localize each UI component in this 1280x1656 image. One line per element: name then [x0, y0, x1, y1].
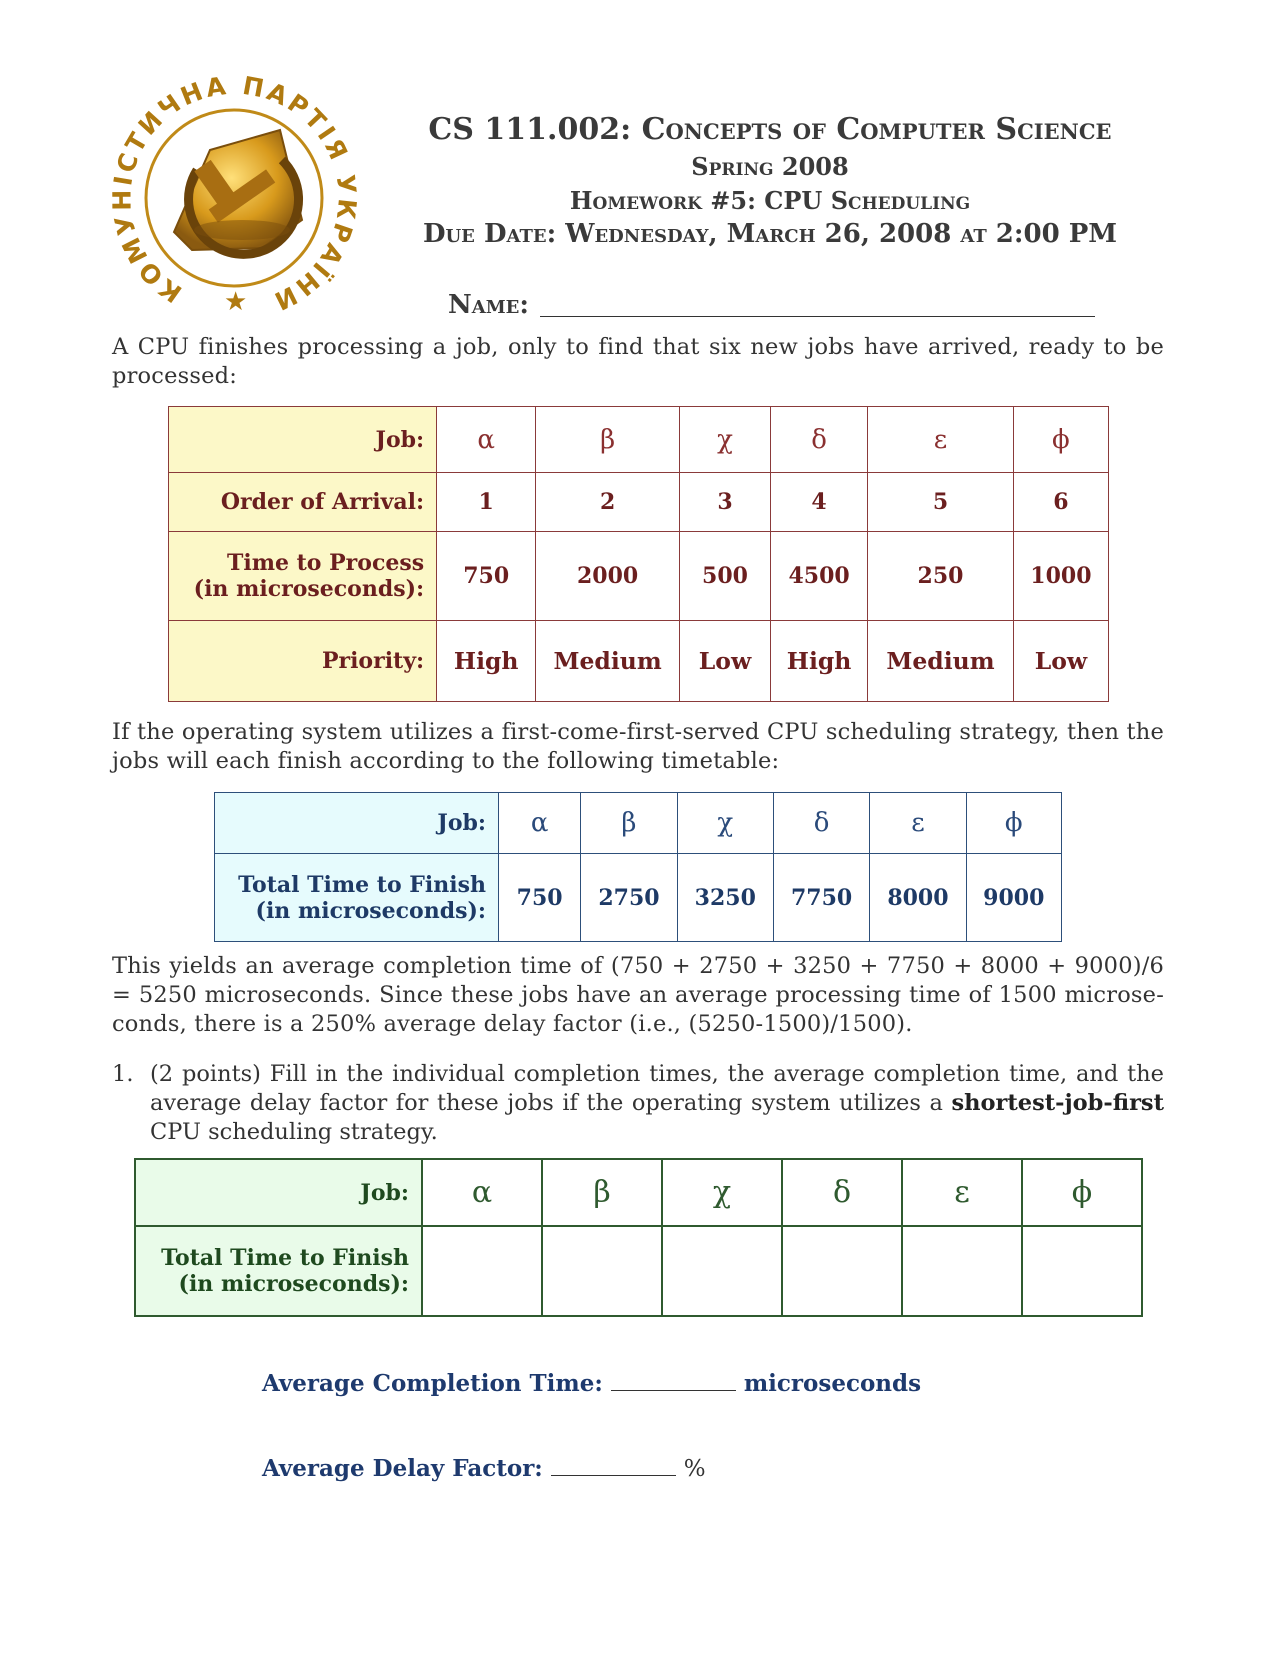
time-cell: 250 [868, 532, 1014, 621]
fcfs-finish-cell: 9000 [966, 854, 1061, 942]
sjf-table [134, 1158, 1143, 1317]
name-blank-line[interactable] [540, 316, 1095, 317]
sjf-finish-blank[interactable] [422, 1226, 542, 1316]
time-cell: 500 [679, 532, 770, 621]
row-label-time [169, 532, 437, 621]
fcfs-job-phi: ϕ [966, 793, 1061, 854]
fcfs-finish-cell: 750 [499, 854, 581, 942]
avg-delay-label: Average Delay Factor: [262, 1455, 543, 1482]
jobs-row-time [169, 532, 1109, 621]
job-epsilon: ε [868, 407, 1014, 473]
seal-star-icon: ★ [224, 287, 248, 317]
arrival-cell: 4 [771, 473, 868, 532]
jobs-row-priority [169, 621, 1109, 702]
avg-completion-unit: microseconds [743, 1370, 922, 1397]
fcfs-label-job: Job: [215, 793, 499, 854]
sjf-job-phi: ϕ [1022, 1159, 1142, 1226]
time-cell: 1000 [1013, 532, 1108, 621]
sjf-job-alpha: α [422, 1159, 542, 1226]
priority-cell: High [437, 621, 536, 702]
fcfs-paragraph: If the operating system utilizes a first-come-first-served CPU scheduling strategy, then the jobs will each finish according to the following timetable: [112, 719, 1164, 774]
explanation-paragraph: This yields an average completion time of (750 + 2750 + 3250 + 7750 + 8000 + 9000)/6 = 5250 microseconds. Since these jobs have an average processing time of 1500 microse-conds, there is a 250% average delay factor (i.e., (5250-1500)/1500). [112, 953, 1164, 1037]
seal-ring-text: КОМ СТИЧНА ПАРТІЯ РАЇНИ [112, 70, 357, 318]
sjf-finish-blank[interactable] [782, 1226, 902, 1316]
question-text-after: CPU scheduling strategy. [150, 1119, 438, 1145]
fcfs-job-delta: δ [773, 793, 869, 854]
question-1 [112, 1060, 1164, 1147]
arrival-cell: 6 [1013, 473, 1108, 532]
time-cell: 2000 [536, 532, 680, 621]
fcfs-label-finish-line2: (in microseconds): [255, 897, 486, 924]
time-cell: 4500 [771, 532, 868, 621]
fcfs-job-chi: χ [677, 793, 773, 854]
question-number: 1. [112, 1061, 134, 1087]
sjf-label-finish-line1: Total Time to Finish [161, 1245, 409, 1271]
sjf-label-finish-line2: (in microseconds): [178, 1271, 409, 1297]
question-text [150, 1060, 1164, 1147]
sjf-row-job [135, 1159, 1142, 1226]
party-seal-logo [112, 70, 357, 322]
jobs-table [168, 406, 1109, 702]
job-phi: ϕ [1013, 407, 1108, 473]
sjf-job-epsilon: ε [902, 1159, 1022, 1226]
fcfs-table [214, 792, 1062, 942]
fcfs-job-epsilon: ε [870, 793, 966, 854]
sjf-finish-blank[interactable] [1022, 1226, 1142, 1316]
fcfs-finish-cell: 7750 [773, 854, 869, 942]
question-emphasis: shortest-job-first [951, 1090, 1164, 1116]
fcfs-job-beta: β [581, 793, 677, 854]
fcfs-finish-cell: 2750 [581, 854, 677, 942]
avg-delay-unit: % [683, 1456, 706, 1482]
jobs-row-arrival [169, 473, 1109, 532]
job-alpha: α [437, 407, 536, 473]
avg-delay-answer [262, 1455, 706, 1482]
fcfs-row-finish [215, 854, 1062, 942]
fcfs-row-job [215, 793, 1062, 854]
sjf-job-beta: β [542, 1159, 662, 1226]
row-label-time-line2: (in microseconds): [193, 576, 425, 602]
arrival-cell: 1 [437, 473, 536, 532]
seal-emblem-icon [112, 70, 357, 322]
fcfs-label-finish [215, 854, 499, 942]
avg-completion-answer [262, 1370, 921, 1397]
sjf-finish-blank[interactable] [662, 1226, 782, 1316]
priority-cell: Medium [536, 621, 680, 702]
row-label-arrival: Order of Arrival: [169, 473, 437, 532]
fcfs-label-finish-line1: Total Time to Finish [238, 871, 486, 898]
row-label-job: Job: [169, 407, 437, 473]
avg-completion-label: Average Completion Time: [262, 1370, 603, 1397]
job-delta: δ [771, 407, 868, 473]
arrival-cell: 5 [868, 473, 1014, 532]
sjf-label-finish [135, 1226, 422, 1316]
arrival-cell: 2 [536, 473, 680, 532]
sjf-finish-blank[interactable] [542, 1226, 662, 1316]
arrival-cell: 3 [679, 473, 770, 532]
fcfs-job-alpha: α [499, 793, 581, 854]
fcfs-finish-cell: 3250 [677, 854, 773, 942]
jobs-row-job [169, 407, 1109, 473]
course-title: CS 111.002: Concepts of Computer Science [428, 112, 1112, 147]
row-label-priority: Priority: [169, 621, 437, 702]
term: Spring 2008 [691, 152, 849, 181]
priority-cell: Low [1013, 621, 1108, 702]
row-label-time-line1: Time to Process [226, 550, 425, 576]
due-date: Due Date: Wednesday, March 26, 2008 at 2:00 PM [422, 219, 1118, 249]
homework-title: Homework #5: CPU Scheduling [569, 186, 971, 215]
sjf-job-delta: δ [782, 1159, 902, 1226]
avg-delay-blank[interactable] [551, 1474, 676, 1476]
question-text-before: (2 points) Fill in the individual completion times, the average completion time, and the average delay factor for these jobs if the operating system utilizes a [150, 1061, 1164, 1116]
job-chi: χ [679, 407, 770, 473]
job-beta: β [536, 407, 680, 473]
priority-cell: Low [679, 621, 770, 702]
sjf-job-chi: χ [662, 1159, 782, 1226]
time-cell: 750 [437, 532, 536, 621]
sjf-row-finish [135, 1226, 1142, 1316]
avg-completion-blank[interactable] [611, 1389, 736, 1391]
intro-paragraph: A CPU finishes processing a job, only to find that six new jobs have arrived, ready to be processed: [112, 334, 1164, 389]
priority-cell: Medium [868, 621, 1014, 702]
priority-cell: High [771, 621, 868, 702]
sjf-finish-blank[interactable] [902, 1226, 1022, 1316]
name-label: Name: [448, 290, 529, 320]
fcfs-finish-cell: 8000 [870, 854, 966, 942]
sjf-label-job: Job: [135, 1159, 422, 1226]
